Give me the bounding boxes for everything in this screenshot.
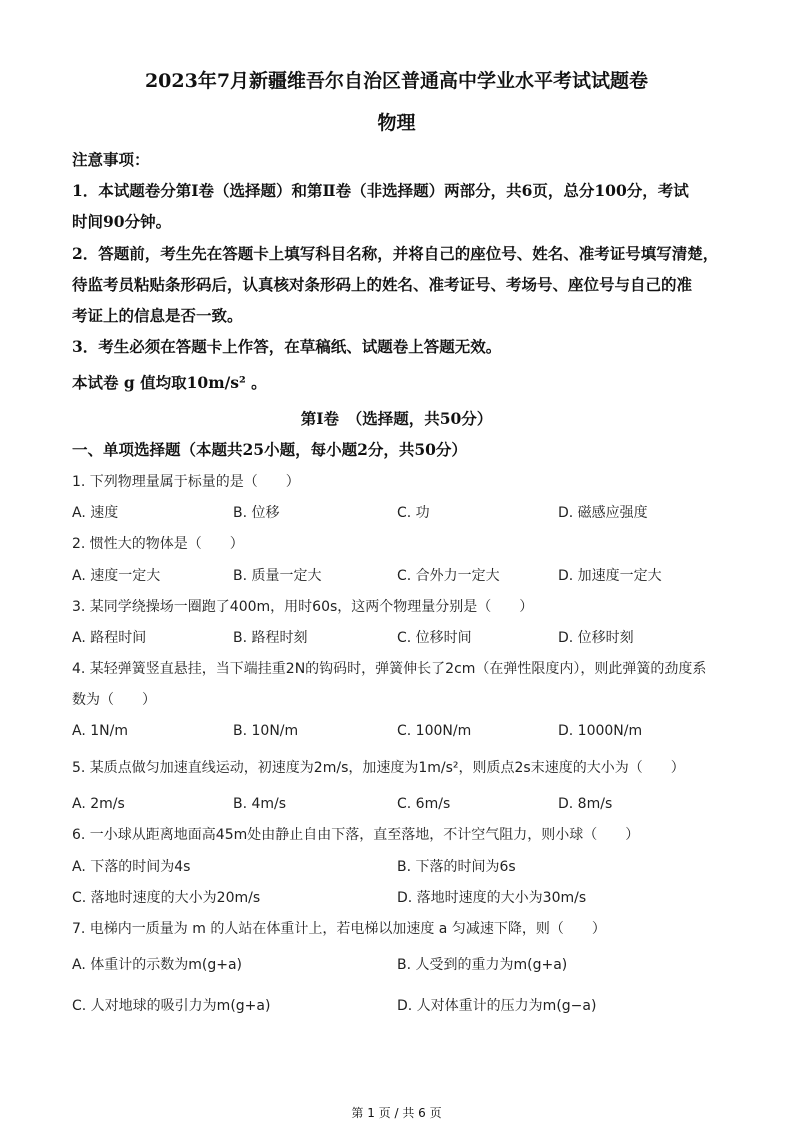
question-stem: 2. 惯性大的物体是（ ） bbox=[72, 536, 244, 552]
option-c: C. 6m/s bbox=[397, 796, 451, 812]
option-d: D. 人对体重计的压力为m(g−a) bbox=[397, 998, 597, 1014]
option-a: A. 速度一定大 bbox=[72, 568, 161, 584]
part1-title: 第Ⅰ卷 （选择题，共50分） bbox=[300, 409, 493, 428]
option-b: B. 人受到的重力为m(g+a) bbox=[397, 957, 568, 973]
question-stem: 1. 下列物理量属于标量的是（ ） bbox=[72, 474, 300, 490]
question-stem: 6. 一小球从距离地面高45m处由静止自由下落，直至落地，不计空气阻力，则小球（ ） bbox=[72, 827, 640, 843]
subject-title: 物理 bbox=[377, 112, 416, 134]
option-b: B. 10N/m bbox=[233, 723, 299, 739]
question-stem: 7. 电梯内一质量为 m 的人站在体重计上，若电梯以加速度 a 匀减速下降，则（ ） bbox=[72, 921, 606, 937]
section1-title: 一、单项选择题（本题共25小题，每小题2分，共50分） bbox=[72, 440, 467, 459]
option-b: B. 位移 bbox=[233, 505, 280, 521]
notice-line: 2．答题前，考生先在答题卡上填写科目名称，并将自己的座位号、姓名、准考证号填写清楚， bbox=[72, 244, 719, 263]
option-a: A. 路程时间 bbox=[72, 630, 147, 646]
option-d: D. 加速度一定大 bbox=[558, 568, 662, 584]
option-b: B. 4m/s bbox=[233, 796, 287, 812]
option-b: B. 下落的时间为6s bbox=[397, 859, 516, 875]
option-c: C. 人对地球的吸引力为m(g+a) bbox=[72, 998, 271, 1014]
option-b: B. 质量一定大 bbox=[233, 568, 322, 584]
page-footer: 第 1 页 / 共 6 页 bbox=[351, 1106, 442, 1120]
question-stem: 4. 某轻弹簧竖直悬挂，当下端挂重2N的钩码时，弹簧伸长了2cm（在弹性限度内），则此弹簧的劲度系 bbox=[72, 661, 707, 677]
option-c: C. 合外力一定大 bbox=[397, 568, 500, 584]
option-a: A. 下落的时间为4s bbox=[72, 859, 191, 875]
option-a: A. 2m/s bbox=[72, 796, 125, 812]
option-a: A. 速度 bbox=[72, 505, 119, 521]
notice-line: 待监考员粘贴条形码后，认真核对条形码上的姓名、准考证号、考场号、座位号与自己的准 bbox=[72, 275, 693, 294]
option-c: C. 位移时间 bbox=[397, 630, 472, 646]
notice-line: 考证上的信息是否一致。 bbox=[72, 306, 243, 325]
question-stem-cont: 数为（ ） bbox=[72, 692, 156, 708]
question-stem: 3. 某同学绕操场一圈跑了400m，用时60s，这两个物理量分别是（ ） bbox=[72, 599, 534, 615]
option-d: D. 8m/s bbox=[558, 796, 613, 812]
option-a: A. 体重计的示数为m(g+a) bbox=[72, 957, 242, 973]
notice-heading: 注意事项： bbox=[72, 150, 150, 169]
option-d: D. 磁感应强度 bbox=[558, 505, 648, 521]
option-c: C. 功 bbox=[397, 505, 430, 521]
option-b: B. 路程时刻 bbox=[233, 630, 308, 646]
option-c: C. 落地时速度的大小为20m/s bbox=[72, 890, 261, 906]
notice-line: 时间90分钟。 bbox=[72, 212, 172, 231]
option-a: A. 1N/m bbox=[72, 723, 128, 739]
option-d: D. 位移时刻 bbox=[558, 630, 634, 646]
g-value-note: 本试卷 g 值均取10m/s² 。 bbox=[72, 373, 267, 392]
question-stem: 5. 某质点做匀加速直线运动，初速度为2m/s，加速度为1m/s²，则质点2s末速度的大小为（ ） bbox=[72, 760, 685, 776]
notice-line: 3．考生必须在答题卡上作答，在草稿纸、试题卷上答题无效。 bbox=[72, 337, 502, 356]
option-d: D. 1000N/m bbox=[558, 723, 643, 739]
option-d: D. 落地时速度的大小为30m/s bbox=[397, 890, 587, 906]
notice-line: 1．本试题卷分第Ⅰ卷（选择题）和第Ⅱ卷（非选择题）两部分，共6页，总分100分，考试 bbox=[72, 181, 689, 200]
exam-title: 2023年7月新疆维吾尔自治区普通高中学业水平考试试题卷 bbox=[144, 70, 649, 92]
option-c: C. 100N/m bbox=[397, 723, 472, 739]
